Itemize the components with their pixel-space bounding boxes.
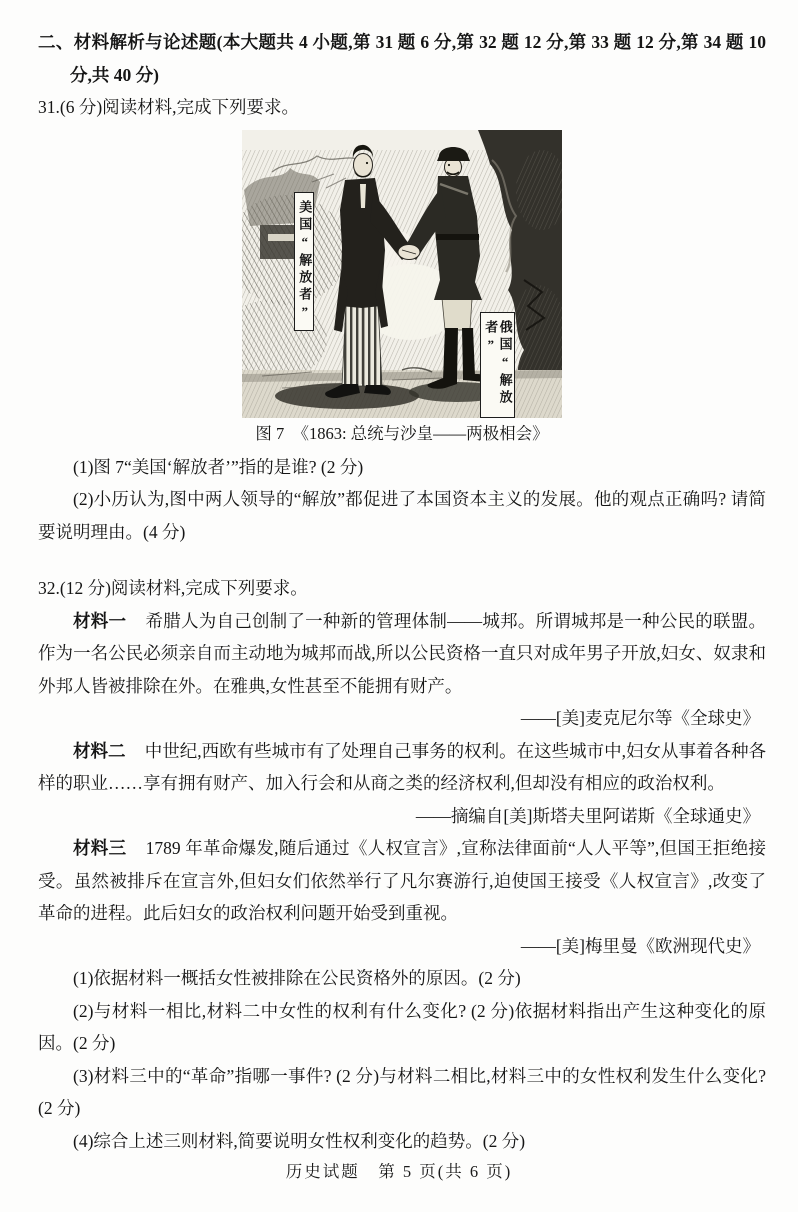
material-2-label: 材料二: [73, 740, 126, 761]
q31-stem: 31.(6 分)阅读材料,完成下列要求。: [38, 97, 300, 117]
figure-7: [242, 130, 562, 447]
q32-material-2: [38, 735, 766, 800]
material-2-source: ——摘编自[美]斯塔夫里阿诺斯《全球通史》: [415, 805, 760, 826]
political-cartoon-image: [242, 130, 562, 418]
material-1-label: 材料一: [73, 610, 127, 631]
material-3-label: 材料三: [73, 838, 127, 858]
q32-material-3: [38, 832, 766, 930]
q32-material-1: [38, 605, 766, 703]
material-1-source: ——[美]麦克尼尔等《全球史》: [520, 708, 760, 728]
cartoon-label-american-liberator: 美国“解放者”: [294, 192, 314, 331]
q32-part-3: (3)材料三中的“革命”指哪一事件? (2 分)与材料二相比,材料三中的女性权利发生什么变化? (2 分): [38, 1065, 766, 1118]
q31-part-1: (1)图 7“美国‘解放者’”指的是谁? (2 分): [73, 456, 364, 477]
q32-stem: 32.(12 分)阅读材料,完成下列要求。: [38, 578, 308, 598]
figure-caption: 图 7 《1863: 总统与沙皇——两极相会》: [255, 423, 549, 443]
material-3-text: 1789 年革命爆发,随后通过《人权宣言》,宣称法律面前“人人平等”,但国王拒绝接受。虽然被排斥在宣言外,但妇女们依然举行了凡尔赛游行,迫使国王接受《人权宣言》,改变了革命的进程。此后妇女的政治权利问题开始受到重视。: [38, 838, 766, 923]
q31-part-2: (2)小历认为,图中两人领导的“解放”都促进了本国资本主义的发展。他的观点正确吗? 请简要说明理由。(4 分): [38, 489, 766, 542]
q32-part-2: (2)与材料一相比,材料二中女性的权利有什么变化? (2 分)依据材料指出产生这种变化的原因。(2 分): [38, 1000, 766, 1053]
q32-part-1: (1)依据材料一概括女性被排除在公民资格外的原因。(2 分): [73, 968, 521, 988]
material-3-source: ——[美]梅里曼《欧洲现代史》: [520, 935, 760, 956]
q32-part-4: (4)综合上述三则材料,简要说明女性权利变化的趋势。(2 分): [73, 1130, 526, 1151]
page-footer: 历史试题 第 5 页(共 6 页): [285, 1162, 513, 1181]
cartoon-label-russian-liberator: 俄国“解放者”: [480, 312, 515, 418]
material-2-text: 中世纪,西欧有些城市有了处理自己事务的权利。在这些城市中,妇女从事着各种各样的职业……享有拥有财产、加入行会和从商之类的经济权利,但却没有相应的政治权利。: [38, 740, 766, 793]
section-header: 二、材料解析与论述题(本大题共 4 小题,第 31 题 6 分,第 32 题 12 分,第 33 题 12 分,第 34 题 10 分,共 40 分): [38, 32, 766, 85]
material-1-text: 希腊人为自己创制了一种新的管理体制——城邦。所谓城邦是一种公民的联盟。作为一名公民必须亲自而主动地为城邦而战,所以公民资格一直只对成年男子开放,妇女、奴隶和外邦人皆被排除在外。在雅典,女性甚至不能拥有财产。: [38, 610, 767, 696]
